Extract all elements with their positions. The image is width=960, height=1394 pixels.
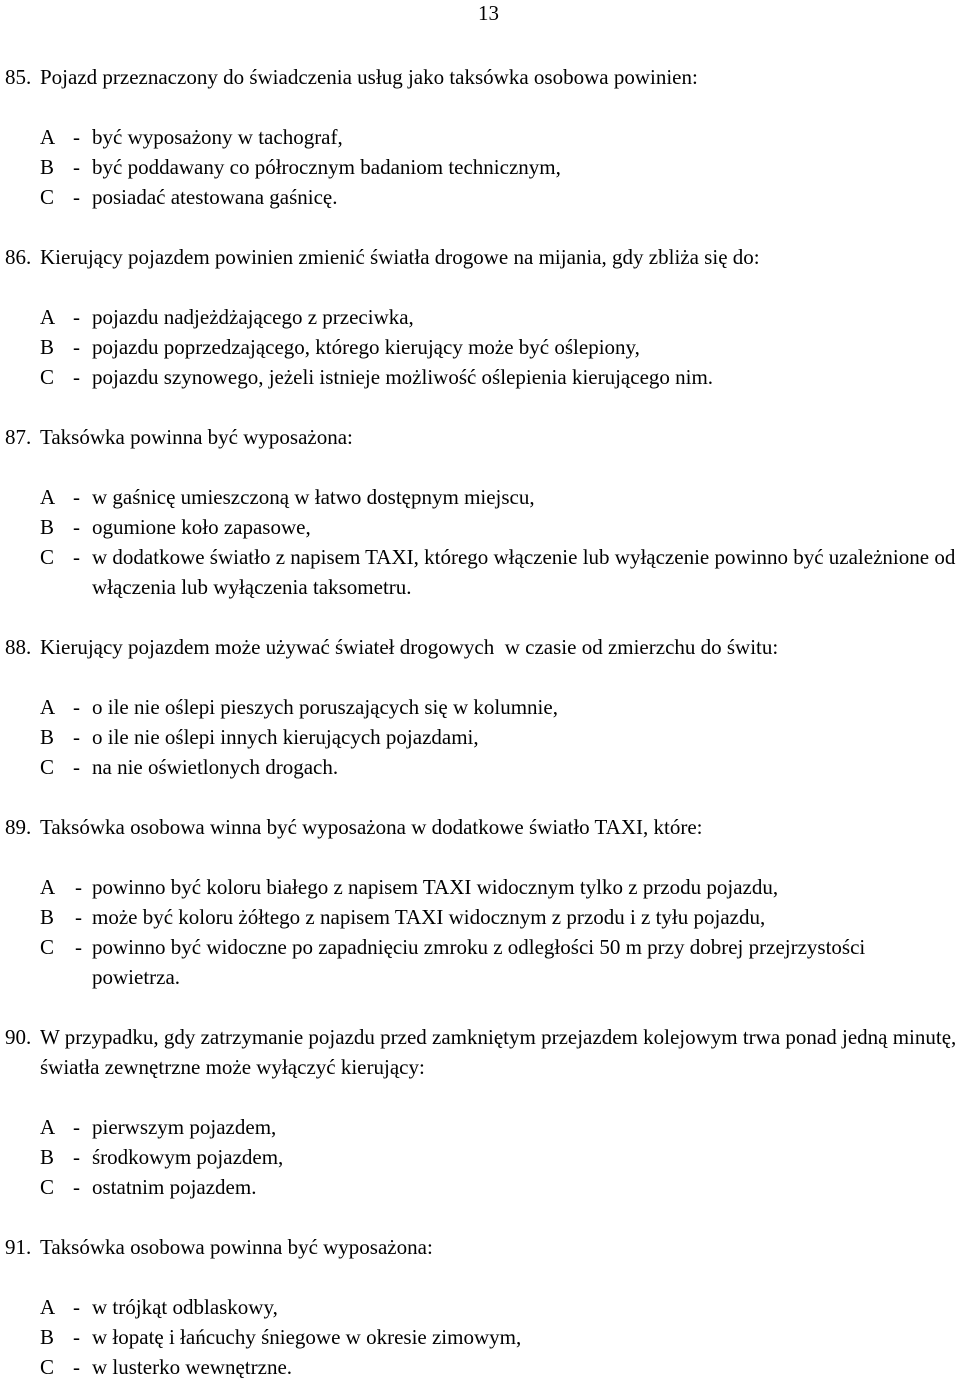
answer-dash: - <box>73 545 80 569</box>
answer-text: w gaśnicę umieszczoną w łatwo dostępnym miejscu, <box>92 485 535 509</box>
answer-option <box>0 152 960 182</box>
answer-dash: - <box>73 1115 80 1139</box>
answer-letter: A <box>40 1115 56 1139</box>
page-number: 13 <box>478 1 499 25</box>
question-text: Taksówka powinna być wyposażona: <box>40 425 353 449</box>
answer-option <box>0 872 960 902</box>
answer-dash: - <box>73 155 80 179</box>
answer-letter: C <box>40 935 55 959</box>
answer-dash: - <box>75 905 82 929</box>
answer-dash: - <box>73 515 80 539</box>
answer-text: o ile nie oślepi pieszych poruszających się w kolumnie, <box>92 695 558 719</box>
answer-dash: - <box>73 1145 80 1169</box>
answer-dash: - <box>73 1325 80 1349</box>
answer-text: w dodatkowe światło z napisem TAXI, którego włączenie lub wyłączenie powinno być uzależnione od włączenia lub wyłączenia taksometru. <box>92 545 956 599</box>
answer-option <box>0 482 960 512</box>
answer-letter: A <box>40 695 56 719</box>
answer-option <box>0 752 960 782</box>
answer-list <box>0 872 960 992</box>
question-title <box>0 1022 960 1082</box>
answer-option <box>0 722 960 752</box>
question-86 <box>0 242 960 392</box>
answer-dash: - <box>73 335 80 359</box>
question-number: 90. <box>5 1025 32 1049</box>
question-title <box>0 422 960 452</box>
answer-text: w łopatę i łańcuchy śniegowe w okresie zimowym, <box>92 1325 522 1349</box>
answer-text: być wyposażony w tachograf, <box>92 125 343 149</box>
question-title <box>0 812 960 842</box>
question-89 <box>0 812 960 992</box>
answer-letter: C <box>40 365 55 389</box>
answer-text: ogumione koło zapasowe, <box>92 515 311 539</box>
answer-letter: B <box>40 515 55 539</box>
answer-letter: A <box>40 875 56 899</box>
answer-option <box>0 362 960 392</box>
question-text: Pojazd przeznaczony do świadczenia usług jako taksówka osobowa powinien: <box>40 65 698 89</box>
answer-letter: C <box>40 755 55 779</box>
answer-option <box>0 902 960 932</box>
question-number: 88. <box>5 635 32 659</box>
answer-letter: C <box>40 545 55 569</box>
question-title <box>0 632 960 662</box>
answer-text: może być koloru żółtego z napisem TAXI widocznym z przodu i z tyłu pojazdu, <box>92 905 766 929</box>
answer-list <box>0 482 960 602</box>
question-title <box>0 1232 960 1262</box>
question-number: 91. <box>5 1235 32 1259</box>
answer-letter: B <box>40 905 55 929</box>
answer-list <box>0 1112 960 1202</box>
answer-text: powinno być widoczne po zapadnięciu zmroku z odległości 50 m przy dobrej przejrzystości powietrza. <box>92 935 866 989</box>
answer-dash: - <box>75 935 82 959</box>
answer-list <box>0 302 960 392</box>
answer-letter: B <box>40 725 55 749</box>
answer-option <box>0 302 960 332</box>
answer-dash: - <box>73 755 80 779</box>
answer-option <box>0 1142 960 1172</box>
answer-dash: - <box>73 1355 80 1379</box>
answer-letter: B <box>40 1325 55 1349</box>
answer-letter: A <box>40 485 56 509</box>
answer-option <box>0 932 960 992</box>
answer-option <box>0 692 960 722</box>
answer-letter: B <box>40 1145 55 1169</box>
answer-dash: - <box>73 725 80 749</box>
answer-dash: - <box>73 1295 80 1319</box>
answer-list <box>0 692 960 782</box>
answer-dash: - <box>73 305 80 329</box>
question-text: W przypadku, gdy zatrzymanie pojazdu przed zamkniętym przejazdem kolejowym trwa ponad jedną minutę, światła zewnętrzne może wyłączyć kierujący: <box>40 1025 957 1079</box>
answer-list <box>0 1292 960 1382</box>
answer-dash: - <box>73 125 80 149</box>
answer-letter: C <box>40 1175 55 1199</box>
answer-text: ostatnim pojazdem. <box>92 1175 257 1199</box>
answer-text: posiadać atestowana gaśnicę. <box>92 185 338 209</box>
answer-option <box>0 512 960 542</box>
answer-letter: B <box>40 155 55 179</box>
answer-option <box>0 182 960 212</box>
question-title <box>0 242 960 272</box>
question-text: Taksówka osobowa winna być wyposażona w dodatkowe światło TAXI, które: <box>40 815 703 839</box>
answer-text: pierwszym pojazdem, <box>92 1115 277 1139</box>
answer-option <box>0 1172 960 1202</box>
question-91 <box>0 1232 960 1382</box>
question-text: Kierujący pojazdem powinien zmienić światła drogowe na mijania, gdy zbliża się do: <box>40 245 760 269</box>
answer-option <box>0 542 960 602</box>
answer-letter: A <box>40 305 56 329</box>
answer-text: w trójkąt odblaskowy, <box>92 1295 278 1319</box>
question-85 <box>0 62 960 212</box>
answer-letter: B <box>40 335 55 359</box>
answer-text: pojazdu poprzedzającego, którego kierujący może być oślepiony, <box>92 335 640 359</box>
answer-text: powinno być koloru białego z napisem TAXI widocznym tylko z przodu pojazdu, <box>92 875 779 899</box>
question-88 <box>0 632 960 782</box>
question-list <box>0 62 960 1382</box>
answer-text: pojazdu szynowego, jeżeli istnieje możliwość oślepienia kierującego nim. <box>92 365 714 389</box>
answer-letter: A <box>40 1295 56 1319</box>
answer-dash: - <box>73 485 80 509</box>
answer-option <box>0 332 960 362</box>
answer-text: środkowym pojazdem, <box>92 1145 284 1169</box>
answer-text: być poddawany co półrocznym badaniom technicznym, <box>92 155 561 179</box>
answer-dash: - <box>75 875 82 899</box>
answer-text: na nie oświetlonych drogach. <box>92 755 339 779</box>
question-number: 86. <box>5 245 32 269</box>
answer-option <box>0 1292 960 1322</box>
answer-dash: - <box>73 365 80 389</box>
question-90 <box>0 1022 960 1202</box>
question-text: Taksówka osobowa powinna być wyposażona: <box>40 1235 433 1259</box>
answer-text: o ile nie oślepi innych kierujących pojazdami, <box>92 725 479 749</box>
question-number: 87. <box>5 425 32 449</box>
answer-letter: C <box>40 185 55 209</box>
answer-text: pojazdu nadjeżdżającego z przeciwka, <box>92 305 414 329</box>
answer-option <box>0 1352 960 1382</box>
question-number: 85. <box>5 65 32 89</box>
answer-dash: - <box>73 695 80 719</box>
question-87 <box>0 422 960 602</box>
answer-option <box>0 1322 960 1352</box>
answer-dash: - <box>73 1175 80 1199</box>
answer-option <box>0 1112 960 1142</box>
answer-letter: A <box>40 125 56 149</box>
answer-letter: C <box>40 1355 55 1379</box>
answer-option <box>0 122 960 152</box>
answer-list <box>0 122 960 212</box>
answer-dash: - <box>73 185 80 209</box>
answer-text: w lusterko wewnętrzne. <box>92 1355 293 1379</box>
question-text: Kierujący pojazdem może używać świateł drogowych w czasie od zmierzchu do świtu: <box>40 635 779 659</box>
question-number: 89. <box>5 815 32 839</box>
question-title <box>0 62 960 92</box>
